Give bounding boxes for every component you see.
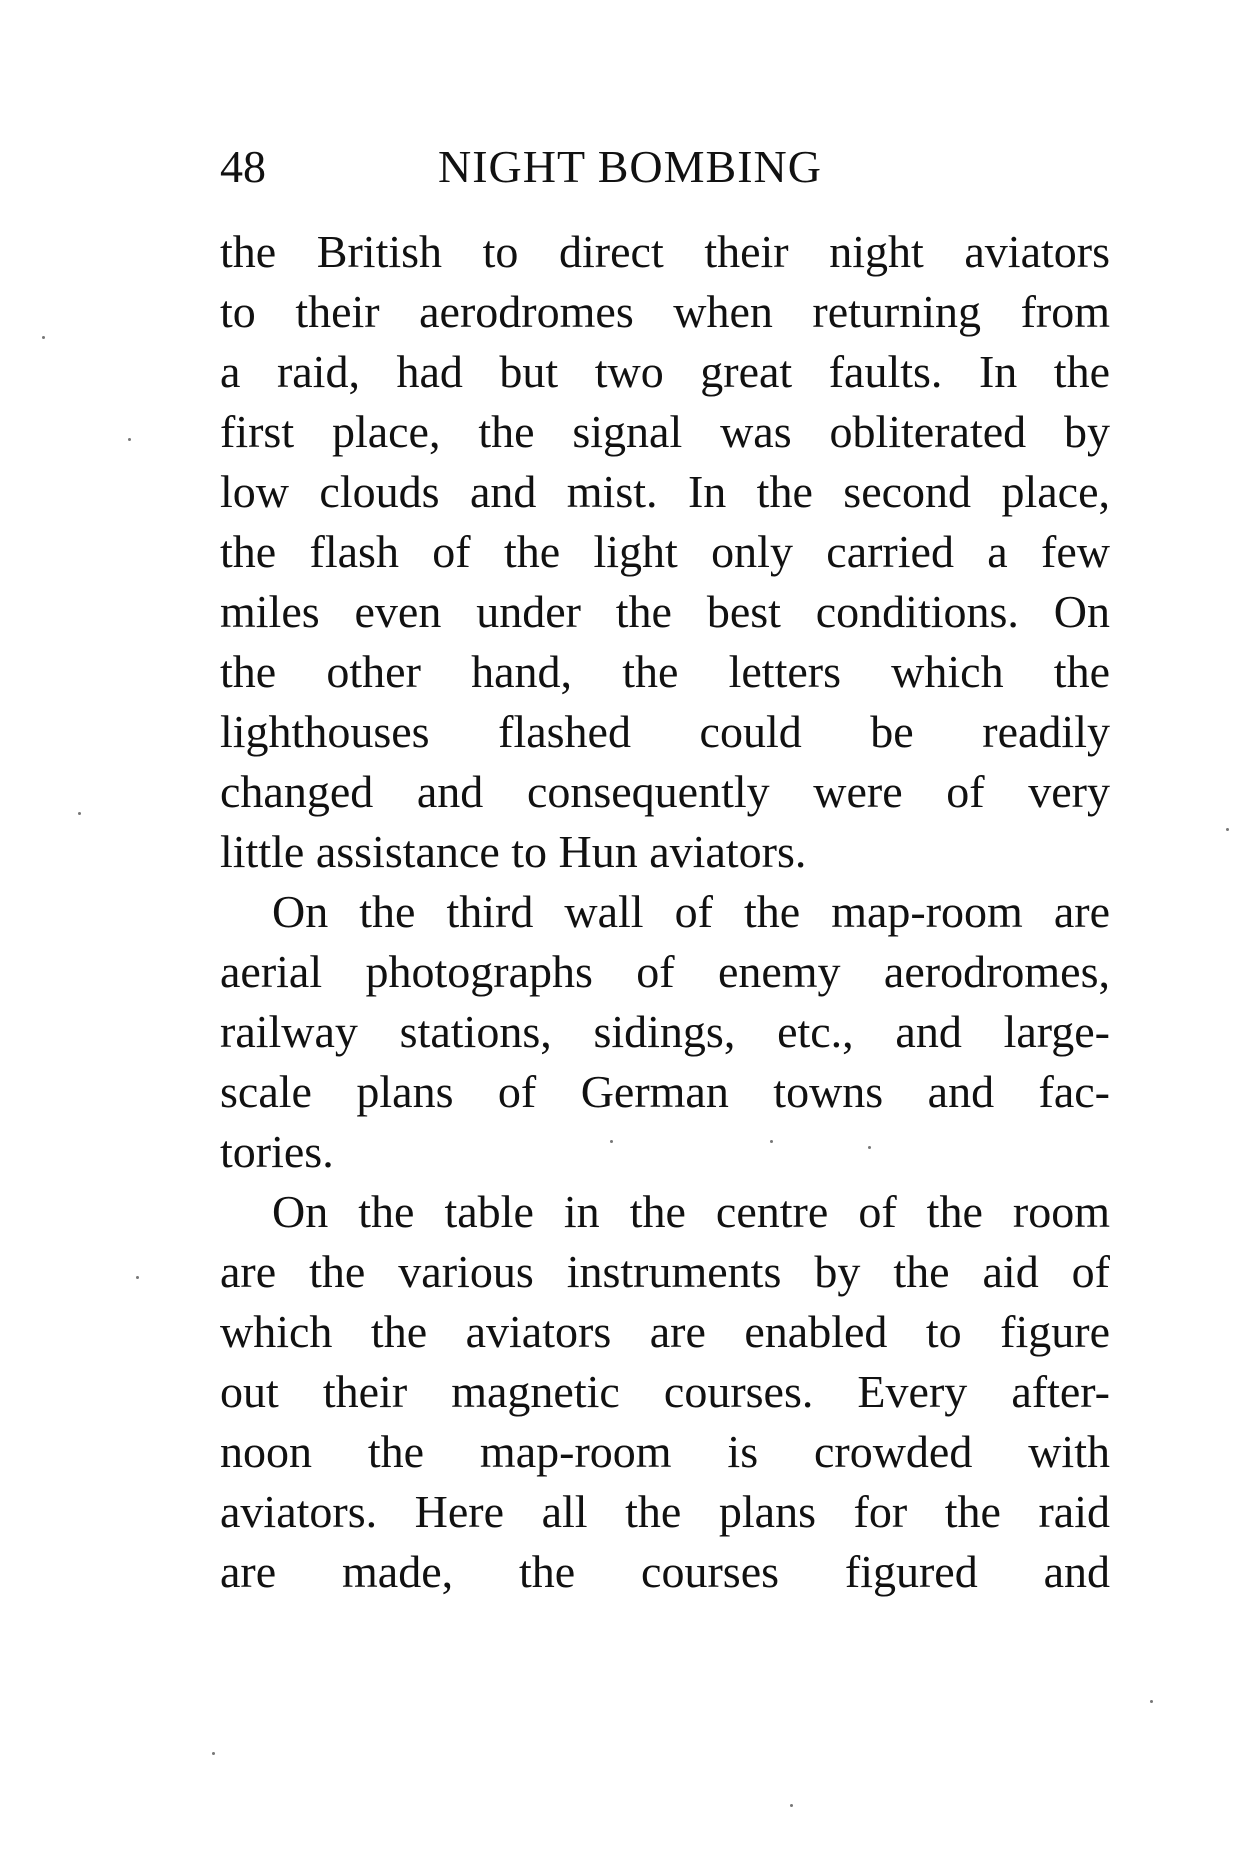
running-head <box>220 140 1110 210</box>
text-line: lighthouses flashed could be readily <box>220 706 1110 757</box>
text-line: noon the map-room is crowded with <box>220 1426 1110 1477</box>
text-line: little assistance to Hun aviators. <box>220 826 807 877</box>
text-line: aviators. Here all the plans for the raid <box>220 1486 1110 1537</box>
text-line: aerial photographs of enemy aerodromes, <box>220 946 1110 997</box>
paragraph-3 <box>220 1182 1110 1602</box>
text-line: to their aerodromes when returning from <box>220 286 1110 337</box>
text-line: miles even under the best conditions. On <box>220 586 1110 637</box>
scan-speck <box>770 1140 773 1143</box>
scan-speck <box>78 812 81 815</box>
text-line: the British to direct their night aviators <box>220 226 1110 277</box>
body-text <box>220 222 1110 1602</box>
text-line: low clouds and mist. In the second place, <box>220 466 1110 517</box>
text-line: railway stations, sidings, etc., and large- <box>220 1006 1110 1057</box>
text-line: are made, the courses figured and <box>220 1546 1110 1597</box>
text-line: the flash of the light only carried a few <box>220 526 1110 577</box>
text-line: which the aviators are enabled to figure <box>220 1306 1110 1357</box>
scan-speck <box>868 1146 871 1149</box>
text-line: a raid, had but two great faults. In the <box>220 346 1110 397</box>
scan-speck <box>136 1276 139 1279</box>
text-line: the other hand, the letters which the <box>220 646 1110 697</box>
running-title: NIGHT BOMBING <box>438 141 822 192</box>
text-line: changed and consequently were of very <box>220 766 1110 817</box>
text-line: On the third wall of the map-room are <box>272 886 1110 937</box>
scan-speck <box>610 1140 613 1143</box>
text-line: tories. <box>220 1126 334 1177</box>
scan-speck <box>1226 828 1229 831</box>
text-line: first place, the signal was obliterated by <box>220 406 1110 457</box>
text-line: out their magnetic courses. Every after- <box>220 1366 1110 1417</box>
page-number: 48 <box>220 141 266 192</box>
text-line: On the table in the centre of the room <box>272 1186 1110 1237</box>
scan-speck <box>42 336 45 339</box>
text-line: scale plans of German towns and fac- <box>220 1066 1110 1117</box>
scan-speck <box>128 438 131 441</box>
scan-speck <box>1150 1700 1153 1703</box>
text-line: are the various instruments by the aid of <box>220 1246 1110 1297</box>
paragraph-2 <box>220 882 1110 1182</box>
scan-speck <box>790 1804 793 1807</box>
paragraph-1 <box>220 222 1110 882</box>
scan-speck <box>212 1752 215 1755</box>
